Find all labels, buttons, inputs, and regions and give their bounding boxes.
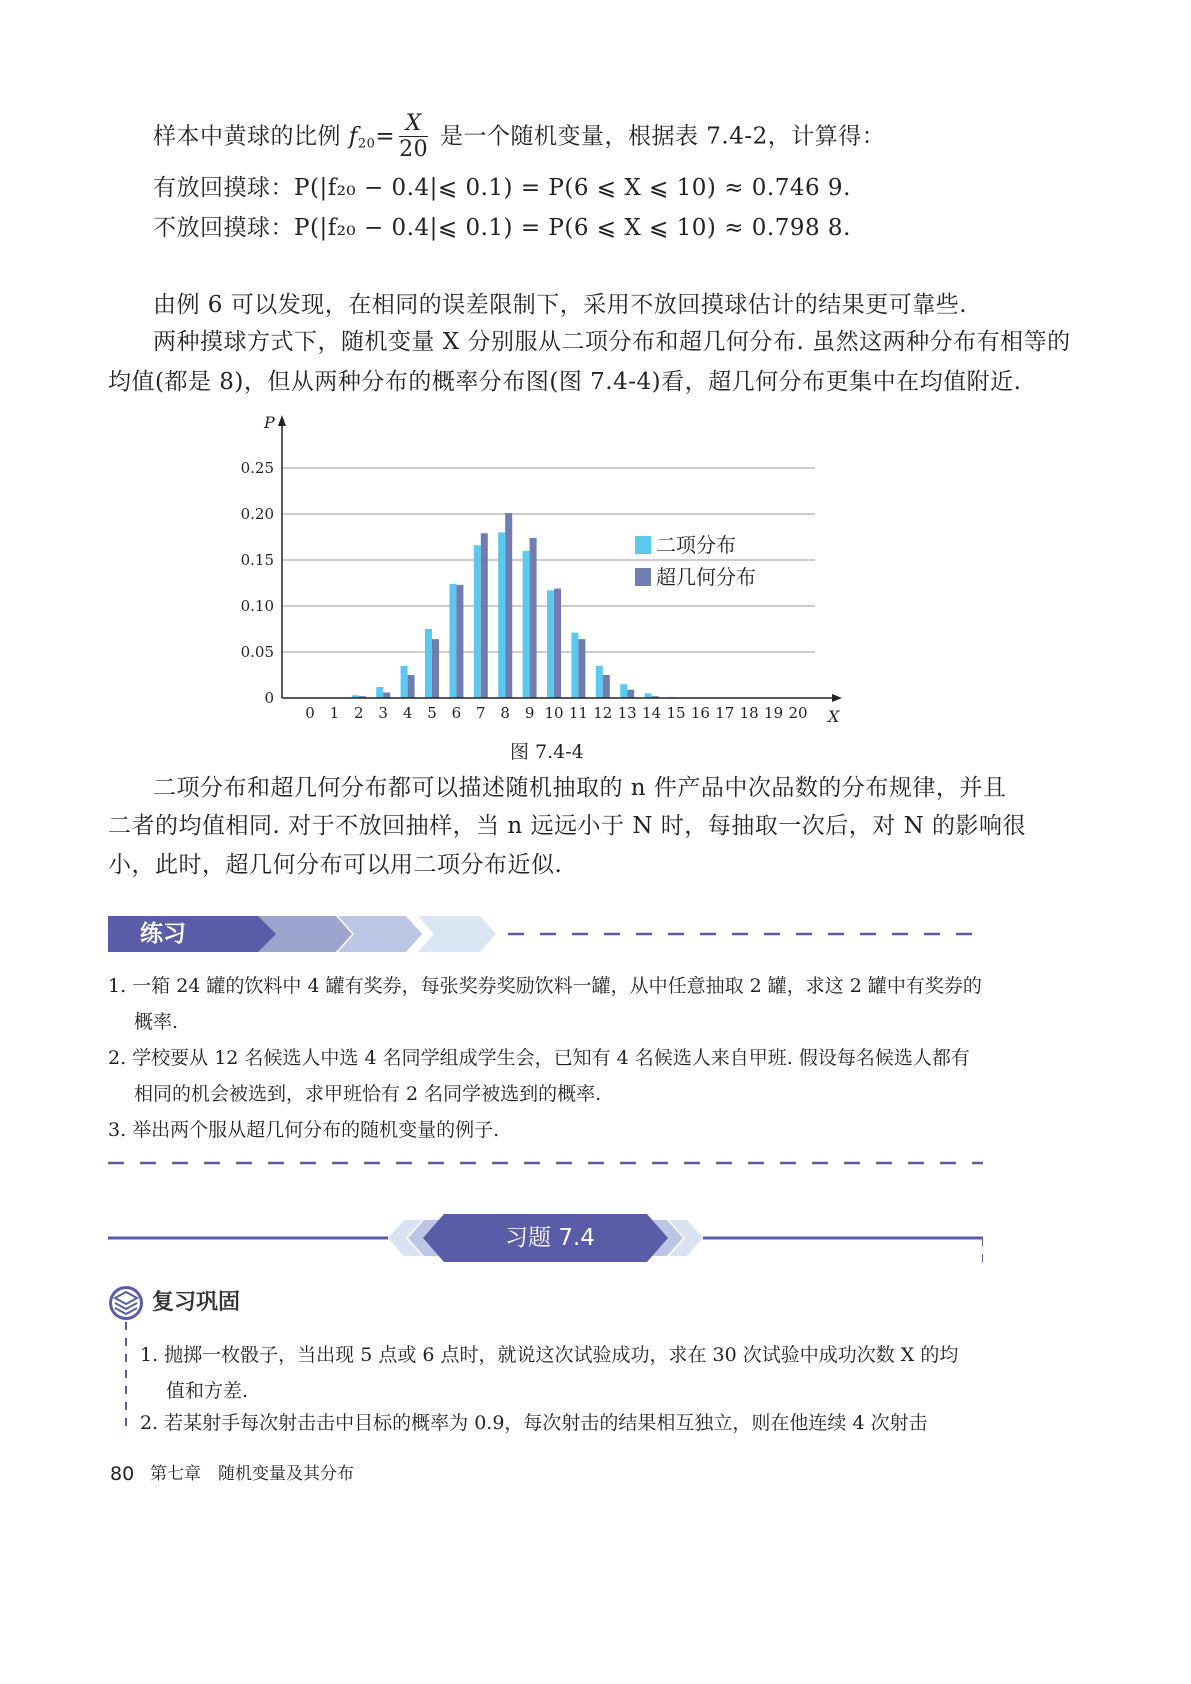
intro-line-2: 有放回摸球：P(|f₂₀ − 0.4|⩽ 0.1) = P(6 ⩽ X ⩽ 10) ≈ 0.746 9. xyxy=(153,175,851,201)
x-tick-label: 16 xyxy=(690,704,710,722)
y-tick-label: 0.05 xyxy=(240,643,274,661)
bar-hypergeometric xyxy=(505,513,512,698)
figure-caption: 图 7.4-4 xyxy=(510,741,584,763)
exercise-banner xyxy=(108,916,983,952)
y-axis-label: P xyxy=(264,413,275,432)
bar-hypergeometric xyxy=(456,585,463,698)
exercise-item-2-cont: 相同的机会被选到，求甲班恰有 2 名同学被选到的概率. xyxy=(134,1083,602,1105)
x-tick-label: 11 xyxy=(568,704,588,722)
legend-label: 超几何分布 xyxy=(656,565,756,589)
homework-item-1: 1. 抛掷一枚骰子，当出现 5 点或 6 点时，就说这次试验成功，求在 30 次试验中成功次数 X 的均 xyxy=(140,1344,959,1366)
x-tick-label: 15 xyxy=(666,704,686,722)
f-symbol: f xyxy=(348,123,358,150)
f-subscript: 20 xyxy=(357,136,376,152)
bar-binomial xyxy=(425,629,432,698)
x-tick-label: 3 xyxy=(378,704,388,722)
bar-hypergeometric xyxy=(603,675,610,698)
x-tick-label: 19 xyxy=(764,704,784,722)
after-line-1: 二项分布和超几何分布都可以描述随机抽取的 n 件产品中次品数的分布规律，并且 xyxy=(153,775,1007,801)
fraction-numerator: X xyxy=(399,112,428,137)
x-tick-label: 1 xyxy=(329,704,340,722)
legend-swatch xyxy=(635,568,651,586)
exercise-item-1-cont: 概率. xyxy=(134,1011,179,1033)
homework-title: 习题 7.4 xyxy=(505,1225,595,1251)
bar-hypergeometric xyxy=(432,639,439,698)
section-left-rule xyxy=(124,1322,128,1432)
intro-text-a: 样本中黄球的比例 xyxy=(153,123,341,150)
x-tick-label: 17 xyxy=(715,704,735,722)
exercise-item-2: 2. 学校要从 12 名候选人中选 4 名同学组成学生会，已知有 4 名候选人来自甲班. 假设每名候选人都有 xyxy=(108,1047,970,1069)
x-tick-label: 18 xyxy=(739,704,759,722)
probability-distribution-chart xyxy=(230,410,870,740)
x-tick-label: 4 xyxy=(402,704,413,722)
fraction-denominator: 20 xyxy=(399,137,429,162)
after-line-3: 小，此时，超几何分布可以用二项分布近似. xyxy=(108,852,563,878)
x-tick-label: 10 xyxy=(544,704,564,722)
bar-binomial xyxy=(620,684,627,698)
x-axis-label: X xyxy=(828,707,840,726)
legend-label: 二项分布 xyxy=(656,533,736,557)
y-tick-label: 0.15 xyxy=(240,551,274,569)
after-line-2: 二者的均值相同. 对于不放回抽样，当 n 远远小于 N 时，每抽取一次后，对 N 的影响很 xyxy=(108,813,1027,839)
bar-binomial xyxy=(571,633,578,698)
x-tick-label: 2 xyxy=(354,704,364,722)
bar-binomial xyxy=(523,551,530,698)
bar-hypergeometric xyxy=(408,675,415,698)
homework-item-2: 2. 若某射手每次射击击中目标的概率为 0.9，每次射击的结果相互独立，则在他连续 4 次射击 xyxy=(140,1412,928,1434)
paragraph-1: 由例 6 可以发现，在相同的误差限制下，采用不放回摸球估计的结果更可靠些. xyxy=(153,292,968,318)
bar-binomial xyxy=(401,666,408,698)
bar-binomial xyxy=(449,584,456,698)
x-tick-label: 13 xyxy=(617,704,637,722)
y-tick-label: 0 xyxy=(264,689,274,707)
legend-swatch xyxy=(635,536,651,554)
footer-chapter: 第七章 随机变量及其分布 xyxy=(150,1464,354,1484)
homework-item-1-cont: 值和方差. xyxy=(166,1380,249,1402)
y-tick-label: 0.25 xyxy=(240,459,274,477)
bar-hypergeometric xyxy=(481,533,488,698)
x-tick-label: 12 xyxy=(593,704,613,722)
bar-hypergeometric xyxy=(578,639,585,698)
x-tick-label: 20 xyxy=(788,704,808,722)
intro-line-1 xyxy=(153,112,885,165)
x-tick-label: 6 xyxy=(451,704,462,722)
bar-hypergeometric xyxy=(530,538,537,698)
bar-hypergeometric xyxy=(383,692,390,698)
x-tick-label: 14 xyxy=(642,704,662,722)
paragraph-2-line-1: 两种摸球方式下，随机变量 X 分别服从二项分布和超几何分布. 虽然这两种分布有相等的 xyxy=(153,329,1071,355)
bar-binomial xyxy=(596,666,603,698)
section-heading: 复习巩固 xyxy=(152,1290,241,1315)
equals-sign: = xyxy=(375,123,396,150)
layers-icon xyxy=(108,1285,144,1321)
exercise-item-3: 3. 举出两个服从超几何分布的随机变量的例子. xyxy=(108,1119,500,1141)
x-tick-label: 5 xyxy=(427,704,437,722)
y-axis-arrow-icon xyxy=(278,415,286,426)
bar-hypergeometric xyxy=(627,690,634,698)
bar-hypergeometric xyxy=(554,589,561,698)
x-axis-arrow-icon xyxy=(832,694,842,702)
bar-binomial xyxy=(474,545,481,698)
y-tick-label: 0.10 xyxy=(240,597,274,615)
exercise-title: 练习 xyxy=(140,921,186,947)
x-tick-label: 9 xyxy=(524,704,535,722)
exercise-end-divider xyxy=(108,1160,983,1166)
fraction xyxy=(399,112,428,163)
page-number: 80 xyxy=(110,1463,135,1485)
intro-text-b: 是一个随机变量，根据表 7.4-2，计算得： xyxy=(439,123,886,150)
y-tick-label: 0.20 xyxy=(240,505,274,523)
x-tick-label: 8 xyxy=(500,704,510,722)
bar-binomial xyxy=(498,532,505,698)
bar-binomial xyxy=(547,590,554,698)
paragraph-2-line-2: 均值(都是 8)，但从两种分布的概率分布图(图 7.4-4)看，超几何分布更集中在均值附近. xyxy=(108,369,1022,395)
chart-legend xyxy=(635,533,756,589)
exercise-item-1: 1. 一箱 24 罐的饮料中 4 罐有奖券，每张奖券奖励饮料一罐，从中任意抽取 2 罐，求这 2 罐中有奖券的 xyxy=(108,975,982,997)
intro-line-3: 不放回摸球：P(|f₂₀ − 0.4|⩽ 0.1) = P(6 ⩽ X ⩽ 10) ≈ 0.798 8. xyxy=(153,215,851,241)
x-tick-label: 0 xyxy=(305,704,315,722)
x-tick-label: 7 xyxy=(476,704,486,722)
bar-binomial xyxy=(376,687,383,698)
